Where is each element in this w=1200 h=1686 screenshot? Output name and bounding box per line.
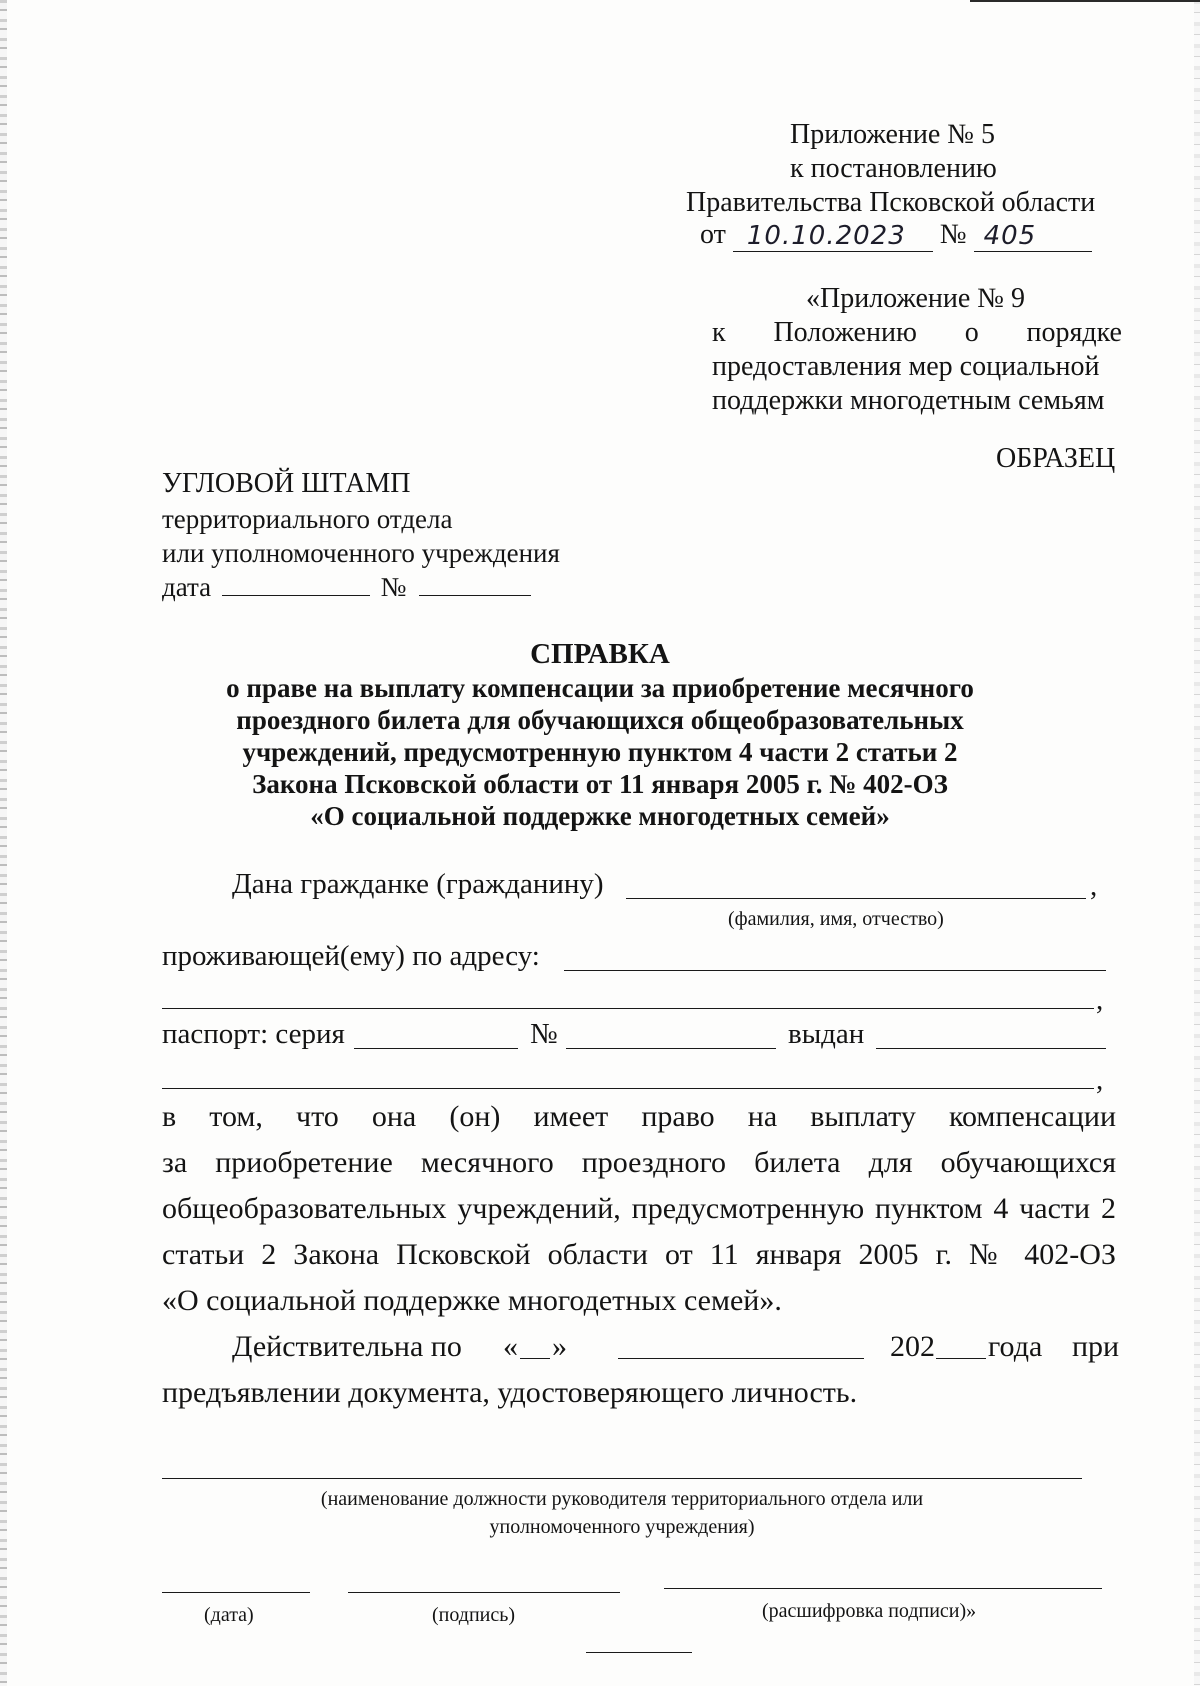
position-hint-1: (наименование должности руководителя территориального отдела или — [320, 1488, 924, 1510]
date-hint: (дата) — [204, 1604, 254, 1626]
body-line-1: в том, что она (он) имеет право на выплату компенсации — [162, 1100, 1116, 1133]
address-comma: , — [1096, 984, 1104, 1016]
appendix9-word-1: к — [712, 317, 726, 348]
passport-number-blank — [566, 1048, 776, 1049]
body-line-5: «О социальной поддержке многодетных семей». — [162, 1284, 782, 1317]
sample-label: ОБРАЗЕЦ — [996, 443, 1116, 474]
passport-number-label: № — [530, 1018, 558, 1050]
valid-prefix: Действительна по — [232, 1330, 462, 1363]
appendix5-title: Приложение № 5 — [790, 119, 995, 150]
appendix5-line3: Правительства Псковской области — [686, 187, 1096, 218]
valid-close-quote: » — [552, 1330, 567, 1363]
stamp-line2: территориального отдела — [162, 504, 453, 534]
valid-year: 202 — [890, 1330, 935, 1363]
appendix9-line3: поддержки многодетным семьям — [712, 385, 1105, 416]
address-blank-2 — [162, 1008, 1094, 1009]
heading-line-4: Закона Псковской области от 11 января 2005 г. № 402-ОЗ — [252, 769, 948, 799]
position-hint-2: уполномоченного учреждения) — [489, 1516, 755, 1538]
issued-label: выдан — [788, 1018, 865, 1050]
given-to-label: Дана гражданке (гражданину) — [232, 868, 604, 900]
fio-hint: (фамилия, имя, отчество) — [728, 908, 944, 930]
stamp-date-blank — [222, 594, 370, 596]
appendix9-word-2: Положению — [773, 317, 917, 348]
valid-year-word: года — [988, 1330, 1043, 1363]
passport-series-label: паспорт: серия — [162, 1018, 345, 1050]
document-title: СПРАВКА — [530, 638, 670, 670]
appendix9-word-4: порядке — [1026, 317, 1122, 348]
stamp-date-label: дата — [162, 572, 212, 602]
decode-blank — [664, 1588, 1102, 1589]
body-line-2: за приобретение месячного проездного билета для обучающихся — [162, 1146, 1116, 1179]
date-sign-blank — [162, 1592, 310, 1593]
issued-blank-2 — [162, 1088, 1094, 1089]
stamp-title: УГЛОВОЙ ШТАМП — [162, 468, 411, 499]
valid-day-blank — [520, 1358, 550, 1359]
end-rule — [586, 1652, 692, 1653]
scan-edge-left — [0, 0, 7, 1686]
valid-month-blank — [618, 1358, 864, 1359]
given-to-blank — [626, 898, 1086, 899]
heading-line-1: о праве на выплату компенсации за приобретение месячного — [226, 673, 974, 703]
address-label: проживающей(ему) по адресу: — [162, 940, 540, 972]
number-prefix: № — [939, 219, 967, 250]
stamp-number-blank — [419, 594, 531, 596]
heading-line-5: «О социальной поддержке многодетных семей» — [310, 801, 890, 831]
passport-series-blank — [354, 1048, 518, 1049]
appendix5-line2: к постановлению — [790, 153, 997, 184]
scan-edge-right — [1194, 0, 1200, 1686]
stamp-line3: или уполномоченного учреждения — [162, 538, 560, 568]
address-blank — [564, 970, 1106, 971]
position-blank — [162, 1478, 1082, 1479]
heading-line-3: учреждений, предусмотренную пунктом 4 части 2 статьи 2 — [242, 737, 958, 767]
date-prefix: от — [700, 219, 726, 250]
valid-line-2: предъявлении документа, удостоверяющего личность. — [162, 1376, 858, 1409]
number-field — [974, 221, 1092, 252]
issued-blank — [876, 1048, 1106, 1049]
appendix9-line1 — [712, 316, 1122, 350]
sign-hint: (подпись) — [432, 1604, 516, 1626]
valid-pri-word: при — [1072, 1330, 1120, 1363]
scan-edge-top — [970, 0, 1200, 2]
date-handwritten: 10.10.2023 — [746, 221, 906, 251]
given-to-comma: , — [1090, 870, 1098, 902]
number-handwritten: 405 — [983, 221, 1037, 251]
signature-blank — [348, 1592, 620, 1593]
valid-year-blank — [936, 1358, 986, 1359]
appendix5-date-line — [700, 218, 1092, 252]
appendix9-line2: предоставления мер социальной — [712, 351, 1100, 382]
issued-comma: , — [1096, 1064, 1104, 1096]
stamp-date-line — [162, 571, 531, 604]
body-line-4: статьи 2 Закона Псковской области от 11 января 2005 г. № 402-ОЗ — [162, 1238, 1116, 1271]
heading-line-2: проездного билета для обучающихся общеобразовательных — [236, 705, 964, 735]
decode-hint: (расшифровка подписи)» — [762, 1600, 977, 1622]
stamp-number-label: № — [380, 572, 407, 602]
appendix9-title: «Приложение № 9 — [806, 283, 1025, 314]
body-line-3: общеобразовательных учреждений, предусмотренную пунктом 4 части 2 — [162, 1192, 1116, 1225]
valid-open-quote: « — [503, 1330, 518, 1363]
appendix9-word-3: о — [964, 317, 979, 348]
date-field — [733, 221, 933, 252]
